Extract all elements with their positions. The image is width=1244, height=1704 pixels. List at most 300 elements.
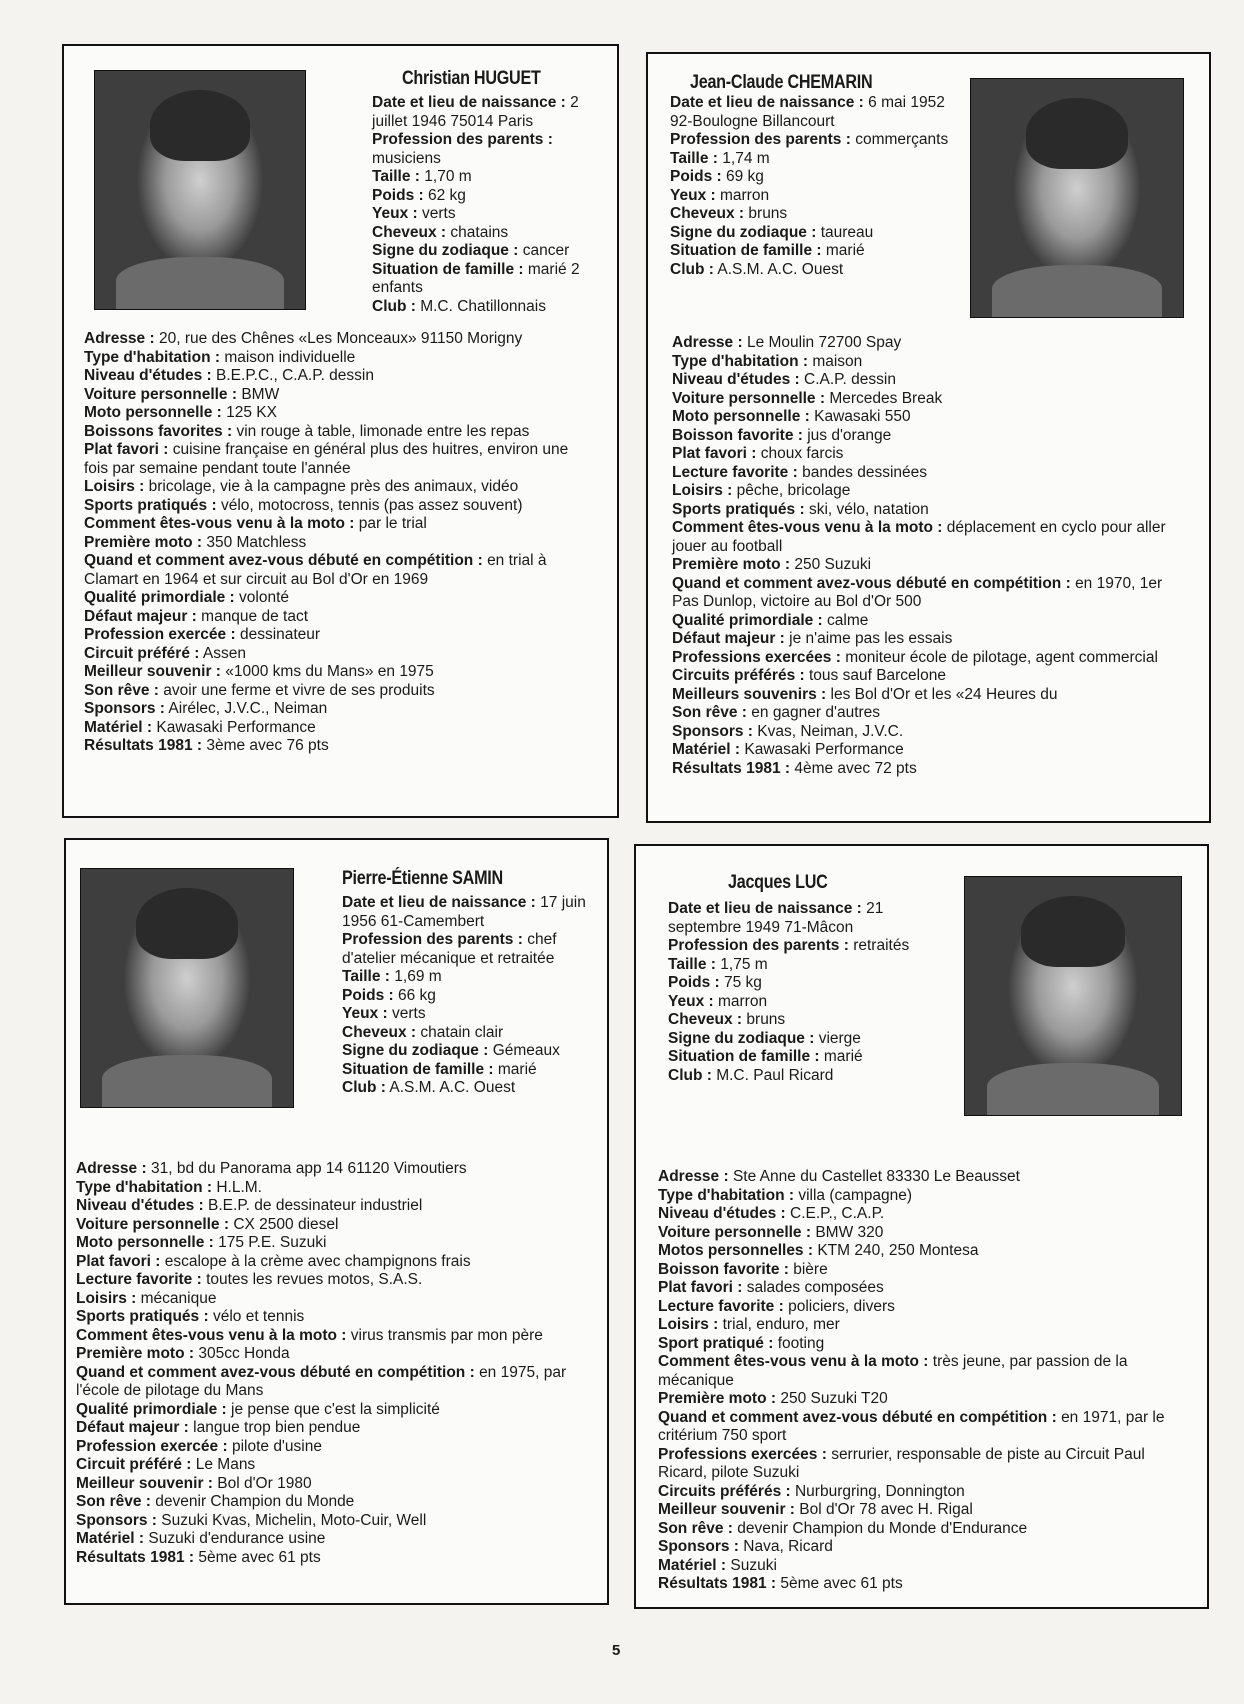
profile-field bbox=[658, 1316, 1183, 1335]
field-value: marié bbox=[823, 1048, 863, 1065]
field-value: cuisine française en général plus des huitres, environ une fois par semaine pendant toute l'année bbox=[84, 441, 569, 477]
field-value: 125 KX bbox=[226, 404, 277, 421]
field-value: langue trop bien pendue bbox=[193, 1419, 361, 1436]
profile-field bbox=[342, 1005, 587, 1024]
field-value: Bol d'Or 1980 bbox=[217, 1474, 312, 1492]
profile-field bbox=[76, 1234, 576, 1253]
field-value: villa (campagne) bbox=[798, 1186, 913, 1204]
field-label: Plat favori : bbox=[672, 445, 757, 462]
profile-field bbox=[84, 719, 589, 738]
field-value: marié bbox=[825, 242, 865, 259]
profile-field bbox=[342, 1024, 587, 1043]
field-value: vélo, motocross, tennis (pas assez souvent) bbox=[220, 496, 523, 514]
profile-field bbox=[672, 575, 1187, 612]
field-label: Résultats 1981 : bbox=[658, 1575, 777, 1592]
field-label: Niveau d'études : bbox=[658, 1205, 786, 1222]
field-label: Poids : bbox=[342, 986, 394, 1004]
profile-field bbox=[670, 205, 960, 224]
field-value: bruns bbox=[746, 1011, 786, 1028]
profile-field bbox=[342, 987, 587, 1006]
field-value: mécanique bbox=[140, 1289, 217, 1307]
field-label: Profession des parents : bbox=[342, 931, 523, 948]
field-value: avoir une ferme et vivre de ses produits bbox=[163, 681, 435, 699]
profile-field bbox=[670, 131, 960, 150]
field-label: Première moto : bbox=[658, 1390, 777, 1407]
rider-card-christian-huguet bbox=[62, 44, 619, 818]
profile-field bbox=[658, 1205, 1183, 1224]
profile-field bbox=[84, 552, 589, 589]
field-value: Assen bbox=[202, 644, 246, 662]
field-label: Meilleur souvenir : bbox=[658, 1501, 795, 1518]
profile-field bbox=[76, 1401, 576, 1420]
field-value: 5ème avec 61 pts bbox=[198, 1548, 321, 1566]
profile-fields-top bbox=[668, 900, 958, 1085]
profile-field bbox=[84, 589, 589, 608]
profile-field bbox=[76, 1345, 576, 1364]
field-label: Comment êtes-vous venu à la moto : bbox=[76, 1326, 347, 1344]
profile-field bbox=[76, 1327, 576, 1346]
field-label: Moto personnelle : bbox=[672, 408, 810, 425]
profile-field bbox=[658, 1575, 1183, 1594]
field-label: Plat favori : bbox=[658, 1279, 743, 1296]
field-label: Première moto : bbox=[672, 556, 791, 573]
profile-field bbox=[658, 1224, 1183, 1243]
field-label: Yeux : bbox=[668, 992, 714, 1010]
field-value: déplacement en cyclo pour aller jouer au football bbox=[672, 519, 1166, 555]
profile-field bbox=[672, 556, 1187, 575]
field-label: Sponsors : bbox=[672, 722, 753, 740]
profile-field bbox=[84, 645, 589, 664]
field-label: Club : bbox=[372, 297, 416, 315]
profile-field bbox=[84, 497, 589, 516]
field-value: Kawasaki Performance bbox=[156, 718, 316, 736]
field-label: Date et lieu de naissance : bbox=[670, 94, 864, 111]
profile-field bbox=[372, 261, 602, 298]
rider-name: Jacques LUC bbox=[728, 872, 828, 893]
field-value: en 1975, par l'école de pilotage du Mans bbox=[76, 1363, 567, 1399]
profile-field bbox=[672, 371, 1187, 390]
field-value: 4ème avec 72 pts bbox=[794, 759, 917, 777]
field-value: en 1970, 1er Pas Dunlop, victoire au Bol d'Or 500 bbox=[672, 574, 1163, 610]
field-value: devenir Champion du Monde bbox=[155, 1493, 355, 1510]
field-value: A.S.M. A.C. Ouest bbox=[717, 260, 844, 278]
profile-field bbox=[658, 1335, 1183, 1354]
field-value: en gagner d'autres bbox=[751, 704, 881, 721]
field-label: Quand et comment avez-vous débuté en compétition : bbox=[672, 574, 1071, 592]
profile-field bbox=[342, 1042, 587, 1061]
field-value: 62 kg bbox=[427, 186, 466, 204]
field-label: Loisirs : bbox=[672, 482, 733, 499]
field-label: Moto personnelle : bbox=[76, 1234, 214, 1251]
field-value: 1,70 m bbox=[424, 168, 472, 185]
field-label: Matériel : bbox=[84, 718, 153, 736]
profile-field bbox=[84, 478, 589, 497]
field-value: chatain clair bbox=[420, 1023, 504, 1041]
field-value: 17 juin 1956 61-Camembert bbox=[342, 894, 586, 930]
field-value: verts bbox=[421, 205, 456, 222]
profile-field bbox=[84, 608, 589, 627]
field-label: Sponsors : bbox=[84, 700, 165, 717]
profile-field bbox=[658, 1446, 1183, 1483]
profile-field bbox=[672, 390, 1187, 409]
field-value: moniteur école de pilotage, agent commercial bbox=[845, 648, 1158, 666]
field-label: Profession des parents : bbox=[668, 937, 849, 954]
profile-field bbox=[372, 205, 602, 224]
profile-field bbox=[658, 1483, 1183, 1502]
profile-field bbox=[672, 649, 1187, 668]
field-label: Circuits préférés : bbox=[658, 1482, 791, 1500]
field-label: Résultats 1981 : bbox=[84, 737, 203, 754]
field-label: Défaut majeur : bbox=[84, 607, 197, 625]
profile-field bbox=[672, 408, 1187, 427]
profile-fields-bottom bbox=[658, 1168, 1183, 1594]
field-label: Cheveux : bbox=[670, 205, 745, 222]
profile-field bbox=[668, 1011, 958, 1030]
field-label: Adresse : bbox=[76, 1160, 147, 1177]
profile-field bbox=[670, 187, 960, 206]
field-value: trial, enduro, mer bbox=[722, 1316, 840, 1333]
profile-field bbox=[672, 427, 1187, 446]
profile-field bbox=[658, 1557, 1183, 1576]
field-value: 250 Suzuki bbox=[794, 556, 872, 573]
profile-field bbox=[672, 630, 1187, 649]
profile-field bbox=[76, 1308, 576, 1327]
field-label: Boisson favorite : bbox=[672, 426, 803, 444]
profile-field bbox=[658, 1409, 1183, 1446]
profile-field bbox=[372, 224, 602, 243]
profile-field bbox=[76, 1216, 576, 1235]
profile-field bbox=[76, 1438, 576, 1457]
field-value: 66 kg bbox=[397, 986, 436, 1004]
field-value: A.S.M. A.C. Ouest bbox=[389, 1079, 516, 1096]
profile-field bbox=[76, 1475, 576, 1494]
field-value: 6 mai 1952 92-Boulogne Billancourt bbox=[670, 94, 945, 130]
field-value: maison bbox=[812, 352, 863, 370]
field-value: bruns bbox=[748, 205, 788, 222]
profile-field bbox=[372, 187, 602, 206]
field-value: BMW bbox=[241, 385, 280, 403]
profile-field bbox=[670, 242, 960, 261]
profile-field bbox=[658, 1390, 1183, 1409]
profile-field bbox=[670, 150, 960, 169]
field-value: 1,74 m bbox=[722, 149, 770, 167]
field-label: Poids : bbox=[670, 168, 722, 185]
field-value: 20, rue des Chênes «Les Monceaux» 91150 Morigny bbox=[158, 330, 523, 347]
field-value: cancer bbox=[522, 242, 570, 259]
field-value: devenir Champion du Monde d'Endurance bbox=[737, 1519, 1028, 1537]
field-value: B.E.P.C., C.A.P. dessin bbox=[216, 367, 374, 384]
profile-field bbox=[84, 626, 589, 645]
field-label: Profession des parents : bbox=[670, 131, 851, 148]
field-label: Circuit préféré : bbox=[84, 644, 200, 662]
field-value: bière bbox=[793, 1260, 828, 1278]
field-label: Club : bbox=[670, 260, 714, 278]
field-value: 305cc Honda bbox=[198, 1345, 290, 1362]
profile-field bbox=[76, 1271, 576, 1290]
field-label: Poids : bbox=[668, 974, 720, 991]
field-value: Nurburgring, Donnington bbox=[794, 1482, 965, 1500]
field-value: maison individuelle bbox=[224, 348, 356, 366]
field-label: Son rêve : bbox=[84, 681, 159, 699]
field-label: Taille : bbox=[670, 149, 718, 167]
field-label: Circuits préférés : bbox=[672, 667, 805, 684]
field-value: toutes les revues motos, S.A.S. bbox=[206, 1271, 423, 1288]
field-label: Voiture personnelle : bbox=[84, 385, 238, 403]
field-value: très jeune, par passion de la mécanique bbox=[658, 1353, 1128, 1389]
profile-fields-top bbox=[342, 894, 587, 1098]
field-label: Adresse : bbox=[84, 330, 155, 347]
field-label: Professions exercées : bbox=[658, 1445, 827, 1463]
field-label: Quand et comment avez-vous débuté en compétition : bbox=[658, 1408, 1057, 1426]
profile-field bbox=[672, 464, 1187, 483]
profile-field bbox=[672, 519, 1187, 556]
field-label: Type d'habitation : bbox=[658, 1186, 795, 1204]
profile-field bbox=[658, 1168, 1183, 1187]
profile-field bbox=[342, 894, 587, 931]
field-label: Matériel : bbox=[672, 741, 741, 758]
field-label: Quand et comment avez-vous débuté en compétition : bbox=[84, 552, 483, 569]
field-label: Résultats 1981 : bbox=[76, 1548, 195, 1566]
field-label: Plat favori : bbox=[76, 1252, 161, 1270]
field-label: Meilleurs souvenirs : bbox=[672, 685, 827, 703]
profile-field bbox=[84, 441, 589, 478]
profile-field bbox=[76, 1253, 576, 1272]
field-value: je pense que c'est la simplicité bbox=[231, 1400, 440, 1418]
profile-field bbox=[372, 168, 602, 187]
field-value: Suzuki d'endurance usine bbox=[148, 1530, 326, 1547]
rider-card-pierre-etienne-samin bbox=[64, 838, 609, 1605]
field-value: jus d'orange bbox=[807, 426, 892, 444]
field-label: Son rêve : bbox=[76, 1493, 151, 1510]
field-value: policiers, divers bbox=[788, 1297, 895, 1315]
field-label: Boissons favorites : bbox=[84, 422, 233, 440]
field-label: Date et lieu de naissance : bbox=[342, 894, 536, 911]
field-label: Motos personnelles : bbox=[658, 1242, 814, 1259]
profile-field bbox=[658, 1261, 1183, 1280]
field-label: Lecture favorite : bbox=[76, 1271, 202, 1288]
field-label: Niveau d'études : bbox=[76, 1197, 204, 1214]
profile-field bbox=[658, 1279, 1183, 1298]
field-value: Suzuki Kvas, Michelin, Moto-Cuir, Well bbox=[161, 1511, 427, 1529]
profile-field bbox=[658, 1520, 1183, 1539]
field-label: Adresse : bbox=[658, 1168, 729, 1185]
profile-field bbox=[670, 168, 960, 187]
field-value: bricolage, vie à la campagne près des animaux, vidéo bbox=[148, 478, 519, 495]
field-value: escalope à la crème avec champignons frais bbox=[164, 1252, 471, 1270]
field-value: Le Moulin 72700 Spay bbox=[746, 334, 902, 351]
field-label: Son rêve : bbox=[658, 1519, 733, 1537]
field-value: 5ème avec 61 pts bbox=[780, 1575, 903, 1592]
field-label: Comment êtes-vous venu à la moto : bbox=[658, 1353, 929, 1370]
profile-fields-bottom bbox=[76, 1160, 576, 1567]
profile-field bbox=[76, 1364, 576, 1401]
field-label: Poids : bbox=[372, 186, 424, 204]
field-value: verts bbox=[391, 1005, 426, 1022]
field-label: Qualité primordiale : bbox=[672, 611, 823, 629]
profile-field bbox=[672, 741, 1187, 760]
rider-portrait-photo bbox=[94, 70, 306, 310]
field-value: volonté bbox=[239, 589, 290, 606]
field-label: Type d'habitation : bbox=[76, 1178, 213, 1196]
field-value: Le Mans bbox=[195, 1456, 256, 1473]
field-label: Cheveux : bbox=[342, 1023, 417, 1041]
profile-field bbox=[668, 993, 958, 1012]
field-label: Profession exercée : bbox=[84, 626, 236, 643]
field-value: Mercedes Break bbox=[829, 389, 943, 407]
field-label: Comment êtes-vous venu à la moto : bbox=[84, 515, 355, 532]
field-value: retraités bbox=[853, 937, 910, 954]
profile-field bbox=[76, 1493, 576, 1512]
field-label: Date et lieu de naissance : bbox=[372, 94, 566, 111]
field-value: Airélec, J.V.C., Neiman bbox=[168, 700, 328, 717]
profile-field bbox=[670, 94, 960, 131]
rider-portrait-photo bbox=[964, 876, 1182, 1116]
field-label: Profession des parents : bbox=[372, 131, 553, 148]
field-value: marié 2 enfants bbox=[372, 260, 580, 296]
profile-field bbox=[84, 515, 589, 534]
field-value: Ste Anne du Castellet 83330 Le Beausset bbox=[732, 1168, 1020, 1185]
field-value: Kvas, Neiman, J.V.C. bbox=[757, 722, 904, 740]
profile-field bbox=[76, 1419, 576, 1438]
field-label: Matériel : bbox=[76, 1530, 145, 1547]
field-value: KTM 240, 250 Montesa bbox=[817, 1242, 979, 1259]
field-label: Club : bbox=[668, 1066, 712, 1084]
profile-field bbox=[84, 349, 589, 368]
field-value: 31, bd du Panorama app 14 61120 Vimoutiers bbox=[150, 1160, 467, 1177]
field-label: Quand et comment avez-vous débuté en compétition : bbox=[76, 1363, 475, 1381]
profile-field bbox=[84, 367, 589, 386]
profile-field bbox=[76, 1160, 576, 1179]
field-label: Niveau d'études : bbox=[672, 371, 800, 388]
field-label: Résultats 1981 : bbox=[672, 759, 791, 777]
field-value: marron bbox=[719, 186, 770, 204]
field-value: C.A.P. dessin bbox=[804, 371, 896, 388]
page-number: 5 bbox=[612, 1642, 621, 1659]
field-value: Suzuki bbox=[730, 1556, 777, 1574]
field-label: Circuit préféré : bbox=[76, 1456, 192, 1473]
field-value: ski, vélo, natation bbox=[808, 500, 929, 518]
rider-card-jacques-luc bbox=[634, 844, 1209, 1609]
profile-field bbox=[672, 612, 1187, 631]
field-label: Matériel : bbox=[658, 1556, 727, 1574]
field-label: Voiture personnelle : bbox=[658, 1223, 812, 1241]
field-label: Profession exercée : bbox=[76, 1437, 228, 1455]
field-value: vin rouge à table, limonade entre les repas bbox=[236, 422, 530, 440]
profile-field bbox=[668, 900, 958, 937]
field-value: commerçants bbox=[855, 131, 949, 148]
field-value: 1,75 m bbox=[720, 955, 768, 973]
profile-field bbox=[670, 261, 960, 280]
field-value: en trial à Clamart en 1964 et sur circuit au Bol d'Or en 1969 bbox=[84, 552, 547, 588]
profile-field bbox=[670, 224, 960, 243]
field-label: Comment êtes-vous venu à la moto : bbox=[672, 519, 943, 536]
field-label: Voiture personnelle : bbox=[76, 1215, 230, 1233]
field-label: Club : bbox=[342, 1079, 386, 1096]
profile-field bbox=[76, 1530, 576, 1549]
field-value: tous sauf Barcelone bbox=[808, 667, 946, 684]
field-label: Sponsors : bbox=[76, 1511, 157, 1529]
profile-field bbox=[84, 663, 589, 682]
field-label: Sport pratiqué : bbox=[658, 1334, 774, 1352]
profile-field bbox=[76, 1549, 576, 1568]
profile-field bbox=[672, 667, 1187, 686]
field-value: manque de tact bbox=[201, 607, 309, 625]
profile-field bbox=[372, 94, 602, 131]
field-value: je n'aime pas les essais bbox=[789, 630, 953, 647]
field-label: Son rêve : bbox=[672, 704, 747, 721]
profile-field bbox=[76, 1456, 576, 1475]
field-label: Taille : bbox=[668, 955, 716, 973]
field-value: CX 2500 diesel bbox=[233, 1215, 339, 1233]
field-label: Moto personnelle : bbox=[84, 404, 222, 421]
profile-field bbox=[84, 737, 589, 756]
profile-field bbox=[342, 1079, 587, 1098]
field-label: Situation de famille : bbox=[668, 1048, 820, 1065]
profile-field bbox=[672, 482, 1187, 501]
field-value: virus transmis par mon père bbox=[350, 1326, 543, 1344]
profile-field bbox=[84, 423, 589, 442]
field-label: Yeux : bbox=[342, 1005, 388, 1022]
field-value: taureau bbox=[820, 223, 874, 241]
field-value: 3ème avec 76 pts bbox=[206, 737, 329, 754]
field-label: Signe du zodiaque : bbox=[342, 1042, 489, 1059]
field-value: 250 Suzuki T20 bbox=[780, 1390, 888, 1407]
profile-field bbox=[672, 445, 1187, 464]
profile-field bbox=[658, 1538, 1183, 1557]
profile-field bbox=[84, 386, 589, 405]
profile-field bbox=[658, 1501, 1183, 1520]
field-value: Kawasaki 550 bbox=[814, 408, 911, 425]
field-label: Qualité primordiale : bbox=[84, 589, 235, 606]
field-value: calme bbox=[827, 611, 869, 629]
field-value: salades composées bbox=[746, 1279, 884, 1296]
field-value: 69 kg bbox=[725, 168, 764, 185]
field-label: Voiture personnelle : bbox=[672, 389, 826, 407]
profile-field bbox=[668, 1048, 958, 1067]
field-value: Gémeaux bbox=[492, 1042, 560, 1059]
field-value: marron bbox=[717, 992, 768, 1010]
field-value: dessinateur bbox=[239, 626, 321, 643]
field-value: Bol d'Or 78 avec H. Rigal bbox=[799, 1501, 973, 1518]
field-value: pilote d'usine bbox=[231, 1437, 322, 1455]
profile-field bbox=[668, 1067, 958, 1086]
field-label: Niveau d'études : bbox=[84, 367, 212, 384]
profile-field bbox=[658, 1298, 1183, 1317]
field-value: bandes dessinées bbox=[802, 463, 928, 481]
field-label: Meilleur souvenir : bbox=[76, 1474, 213, 1492]
field-label: Taille : bbox=[372, 168, 420, 185]
field-label: Première moto : bbox=[76, 1345, 195, 1362]
field-label: Situation de famille : bbox=[372, 260, 524, 278]
profile-field bbox=[658, 1242, 1183, 1261]
field-label: Plat favori : bbox=[84, 441, 169, 458]
field-label: Signe du zodiaque : bbox=[670, 223, 817, 241]
profile-field bbox=[84, 700, 589, 719]
rider-name: Christian HUGUET bbox=[402, 68, 541, 89]
rider-name: Jean-Claude CHEMARIN bbox=[690, 72, 873, 93]
profile-field bbox=[342, 931, 587, 968]
rider-name: Pierre-Étienne SAMIN bbox=[342, 868, 503, 889]
profile-field bbox=[372, 131, 602, 168]
field-label: Sponsors : bbox=[658, 1538, 739, 1555]
profile-field bbox=[342, 1061, 587, 1080]
field-value: par le trial bbox=[358, 515, 427, 532]
field-label: Situation de famille : bbox=[670, 242, 822, 259]
field-label: Type d'habitation : bbox=[84, 348, 221, 366]
profile-field bbox=[668, 937, 958, 956]
profile-fields-bottom bbox=[84, 330, 589, 756]
field-label: Sports pratiqués : bbox=[672, 500, 805, 518]
